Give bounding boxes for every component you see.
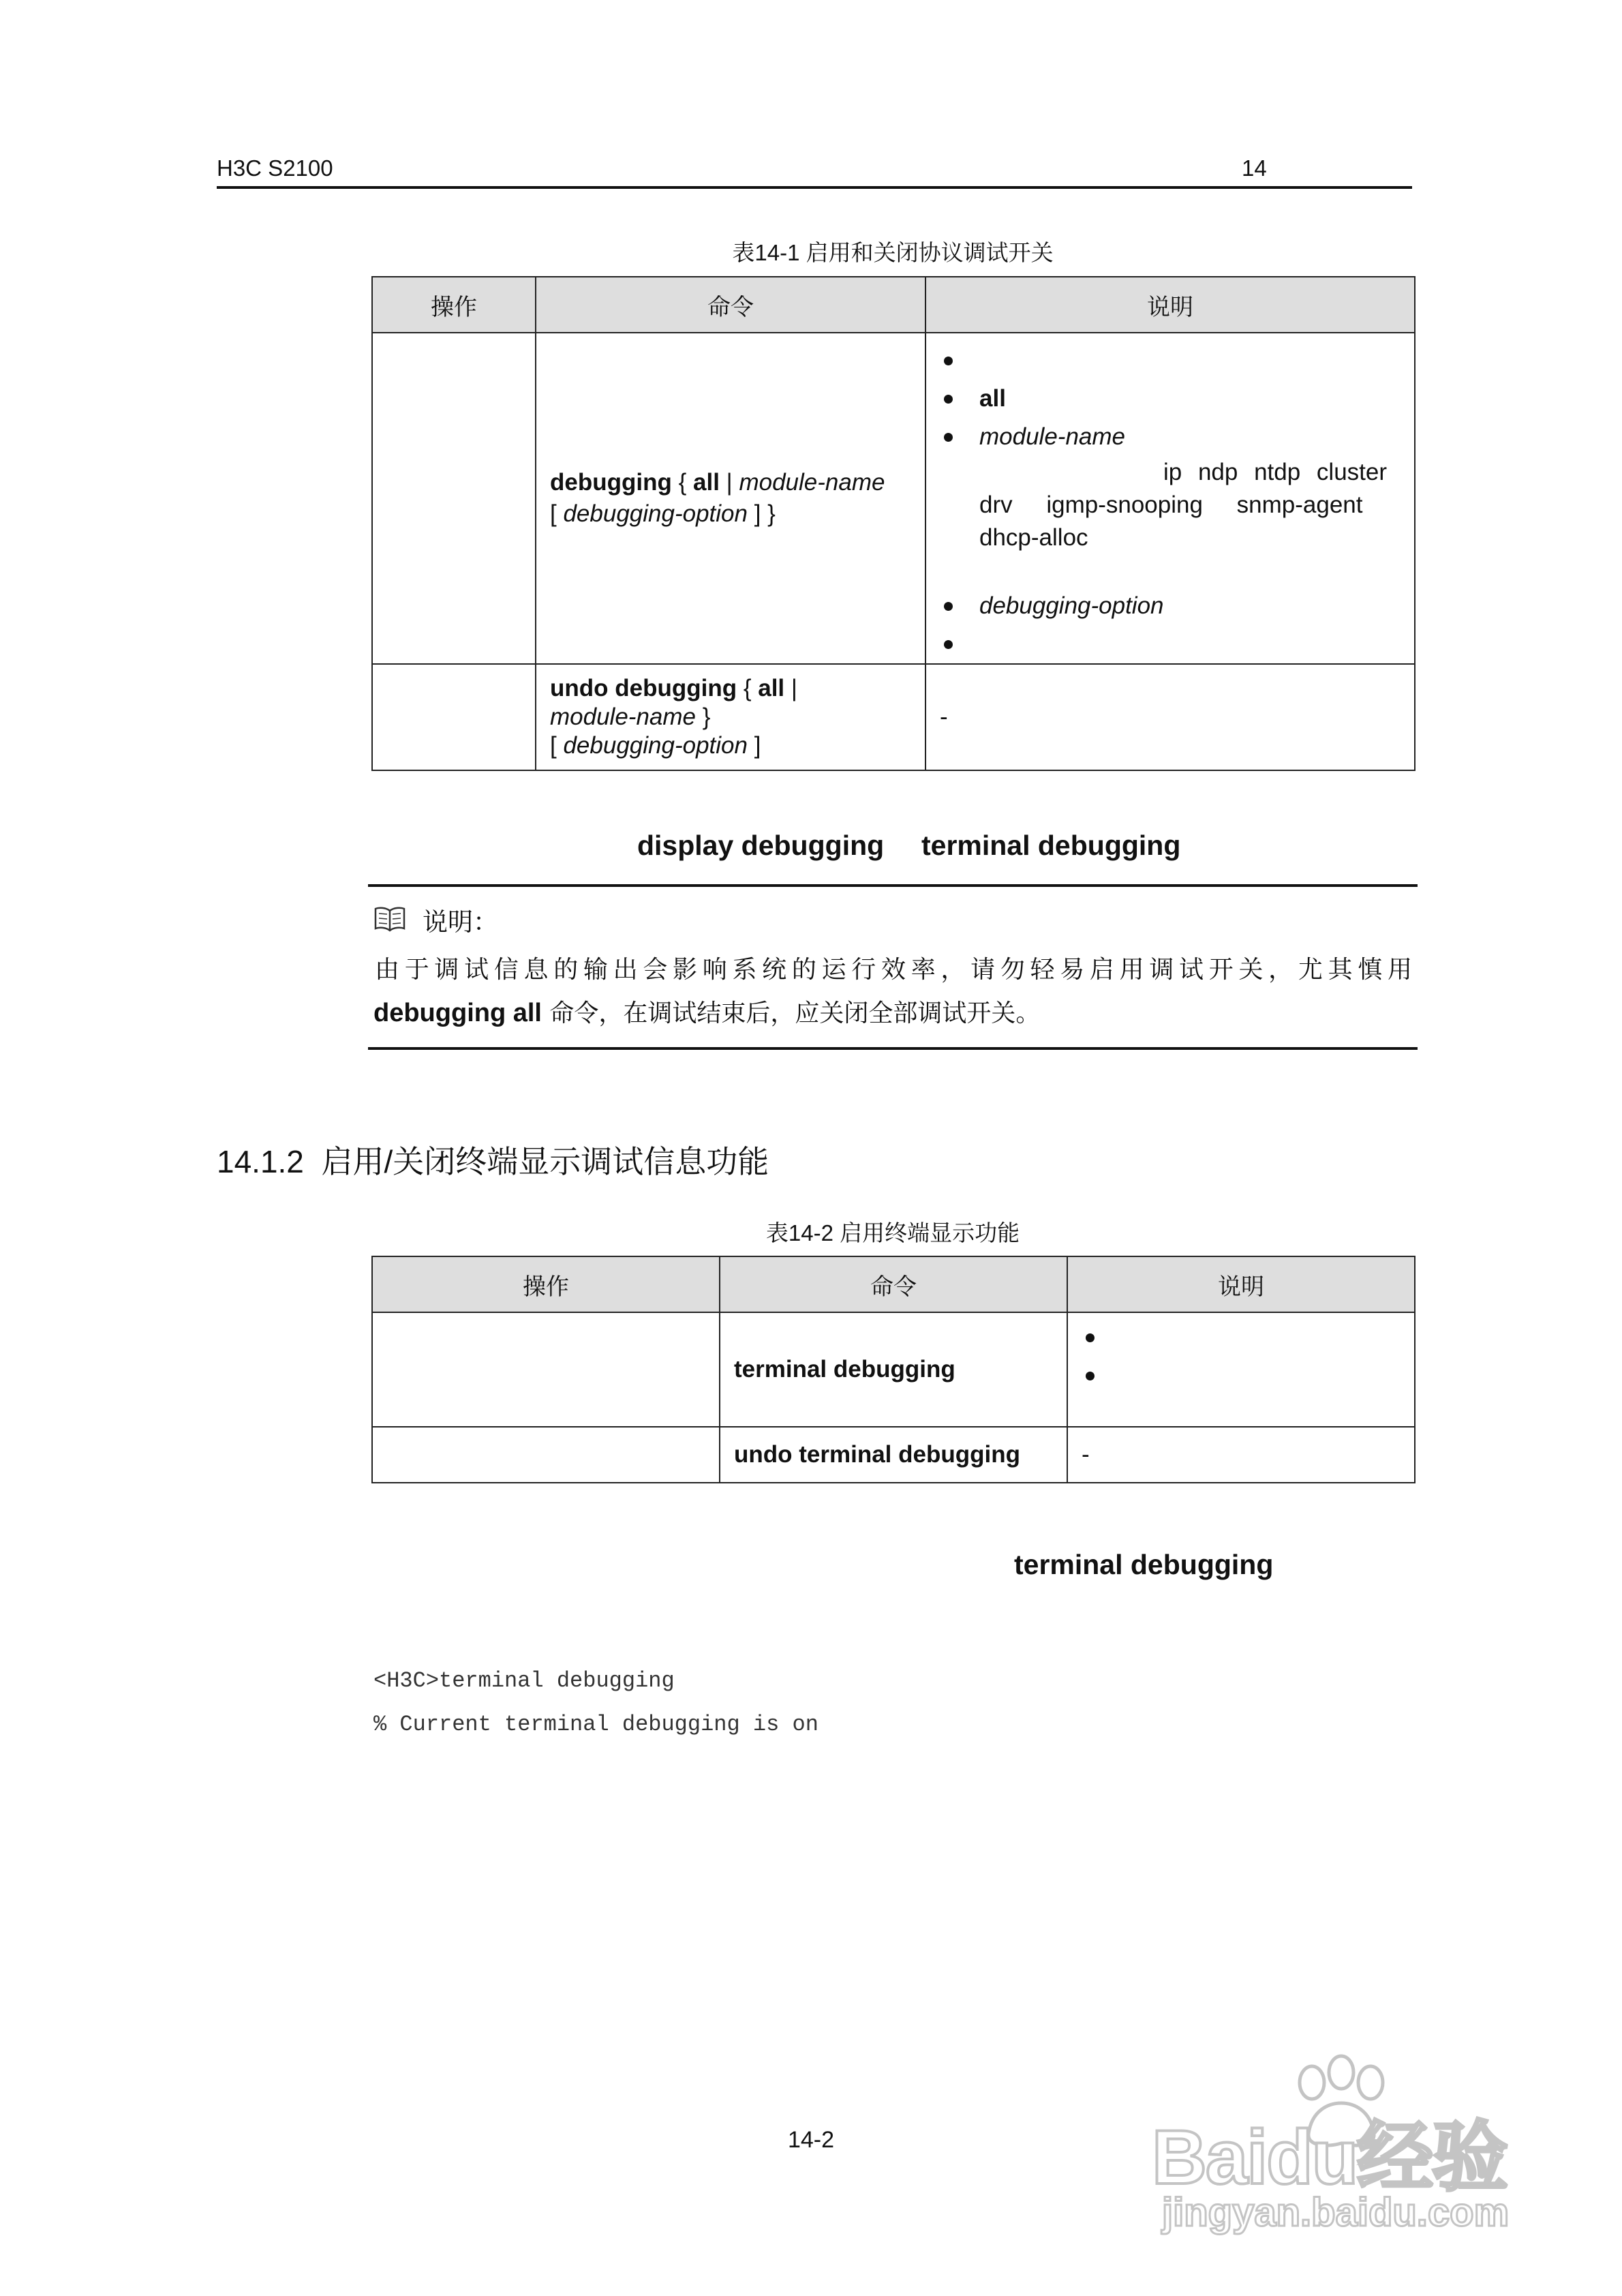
note-bottom-rule (368, 1047, 1418, 1050)
note-line-2-rest: 命令，在调试结束后，应关闭全部调试开关。 (541, 999, 1041, 1027)
section-heading (217, 1137, 769, 1182)
list-item: debugging-option (940, 587, 1387, 625)
table-row (372, 1427, 1415, 1483)
section-number: 14.1.2 (217, 1144, 304, 1179)
command-text: } (696, 704, 711, 730)
section-title: 启用/关闭终端显示调试信息功能 (321, 1144, 769, 1179)
table1-header-operation: 操作 (372, 277, 536, 333)
table1-header-description: 说明 (925, 277, 1415, 333)
table2-row1-operation (372, 1312, 720, 1427)
header-chapter: 14 (1242, 155, 1267, 181)
list-item: all (940, 380, 1387, 418)
table2-header-description: 说明 (1067, 1256, 1415, 1312)
command-argument: debugging-option (563, 732, 748, 759)
book-icon (373, 905, 406, 933)
watermark-brand: Baidu经验 (1152, 2115, 1508, 2200)
table1-row2-operation (372, 664, 536, 770)
command-keyword: all (758, 675, 785, 701)
table2-header-command: 命令 (720, 1256, 1067, 1312)
table1-caption: 表14-1 启用和关闭协议调试开关 (732, 240, 1054, 265)
note-bold-command: debugging all (373, 999, 542, 1027)
module-list-line: dhcp-alloc (979, 524, 1088, 551)
list-item (1082, 1357, 1401, 1395)
table-row (372, 664, 1415, 770)
table2-row2-operation (372, 1427, 720, 1483)
command-text: | (784, 675, 797, 701)
table2-row2-command: undo terminal debugging (720, 1427, 1067, 1483)
command-keyword: all (693, 469, 720, 496)
watermark-url: jingyan.baidu.com (1162, 2190, 1510, 2235)
note-line-2 (373, 994, 1040, 1029)
table1-header-command: 命令 (536, 277, 925, 333)
command-text: { (737, 675, 759, 701)
module-list-line: drv igmp-snooping snmp-agent (979, 492, 1363, 518)
list-item (940, 342, 1387, 380)
table1-row2-description: - (925, 664, 1415, 770)
command-text: | (719, 469, 739, 496)
command-text: { (671, 469, 693, 496)
example-heading: terminal debugging (1014, 1549, 1274, 1580)
module-list-line: ip ndp ntdp cluster (1163, 459, 1387, 485)
table-row (372, 1312, 1415, 1427)
note-label: 说明： (423, 907, 498, 937)
command-keyword: debugging (550, 469, 672, 496)
terminal-debugging-text: terminal debugging (921, 830, 1181, 861)
table2-row1-command: terminal debugging (720, 1312, 1067, 1427)
table1-row1-command (536, 333, 925, 664)
list-item (940, 625, 1387, 663)
header-product: H3C S2100 (217, 155, 333, 181)
list-item (1082, 1318, 1401, 1357)
list-item: module-name (940, 418, 1387, 456)
table2-caption: 表14-2 启用终端显示功能 (765, 1220, 1020, 1245)
code-line-1: <H3C>terminal debugging (373, 1668, 675, 1693)
table2-header-operation: 操作 (372, 1256, 720, 1312)
note-top-rule (368, 884, 1418, 887)
page-number: 14-2 (787, 2127, 835, 2153)
table-row (372, 333, 1415, 664)
command-text: ] } (747, 500, 776, 527)
table1-row1-description (925, 333, 1415, 664)
command-text: ] (747, 732, 761, 759)
command-text: [ (550, 500, 564, 527)
table1-row2-command (536, 664, 925, 770)
command-argument: module-name (739, 469, 885, 496)
code-line-2: % Current terminal debugging is on (373, 1712, 818, 1737)
header-rule (217, 186, 1412, 189)
command-argument: debugging-option (563, 500, 748, 527)
command-argument: module-name (550, 704, 696, 730)
command-keyword: undo debugging (550, 675, 737, 701)
command-text: [ (550, 732, 564, 759)
note-line-1: 由于调试信息的输出会影响系统的运行效率，请勿轻易启用调试开关，尤其慎用 (375, 956, 1412, 984)
table2-row1-description (1067, 1312, 1415, 1427)
table2-row2-description: - (1067, 1427, 1415, 1483)
table1-row1-operation (372, 333, 536, 664)
table2 (371, 1256, 1416, 1483)
display-debugging-text: display debugging (637, 830, 885, 861)
table1 (371, 276, 1416, 771)
